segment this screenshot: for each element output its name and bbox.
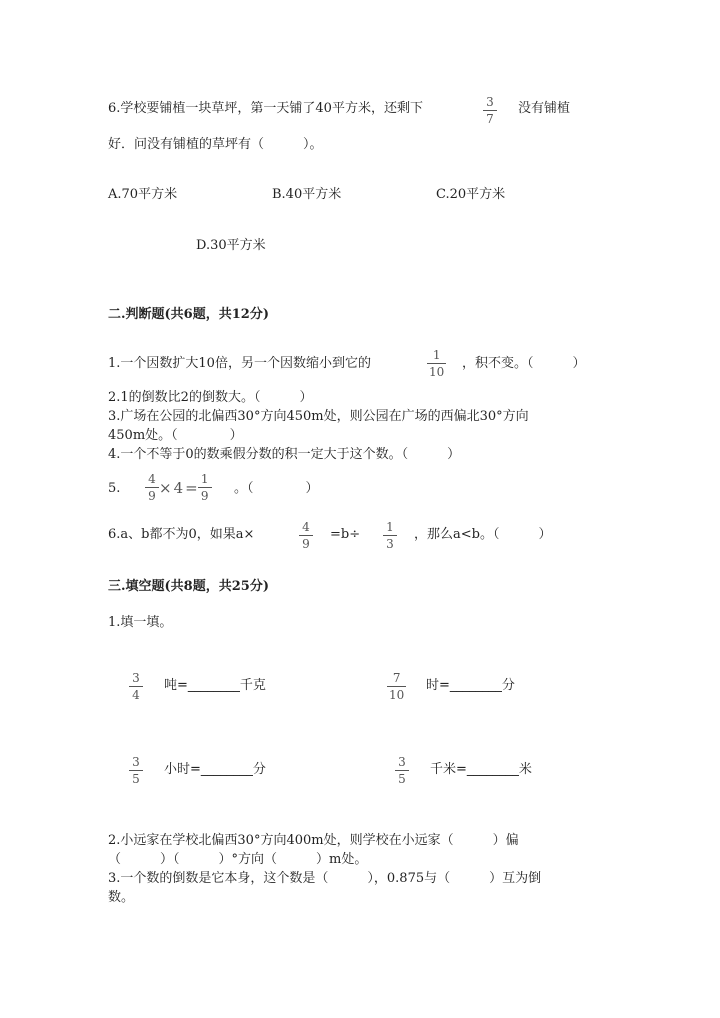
tf-q2-text: 2.1的倒数比2的倒数大。（ ） [108, 390, 313, 405]
section2-heading: 二.判断题(共6题，共12分) [108, 307, 269, 322]
fill-item-4-blank[interactable]: 千米=________米 [430, 762, 532, 777]
q6-fraction-numerator: 3 [486, 95, 494, 109]
fill-item-3-numerator: 3 [132, 755, 140, 769]
fill-item-2-numerator: 7 [392, 671, 401, 685]
fill-item-1-blank[interactable]: 吨=________千克 [164, 678, 266, 693]
fill-q3-line1: 3.一个数的倒数是它本身，这个数是（ ），0.875与（ ）互为倒 [108, 871, 542, 886]
fraction-bar [198, 487, 212, 488]
tf-q1-fraction-numerator: 1 [432, 348, 441, 362]
tf-q5-f2-denominator: 9 [200, 489, 209, 503]
fill-item-3-fraction [130, 756, 142, 785]
tf-q1-tail: ，积不变。（ ） [462, 356, 586, 371]
q6-option-c[interactable]: C.20平方米 [436, 187, 506, 202]
tf-q5-f1-denominator: 9 [148, 489, 156, 503]
tf-q1-fraction-denominator: 10 [429, 365, 445, 379]
fraction-bar [299, 535, 313, 536]
tf-q6-text: 6.a、b都不为0，如果a× [108, 527, 255, 542]
tf-q6-middle: =b÷ [330, 527, 361, 542]
tf-q6-fraction-1 [300, 521, 312, 550]
tf-q6-tail: ，那么a<b。（ ） [414, 527, 552, 542]
fraction-bar [129, 770, 143, 771]
tf-q1-text: 1.一个因数扩大10倍，另一个因数缩小到它的 [108, 356, 371, 371]
equals-sign: = [185, 478, 198, 497]
fill-item-2-denominator: 10 [389, 688, 405, 702]
fill-q3-line2: 数。 [108, 890, 135, 905]
fill-item-2-blank[interactable]: 时=________分 [426, 678, 515, 693]
times-sign: × [159, 478, 172, 497]
fill-item-3-denominator: 5 [132, 772, 140, 786]
tf-q3-line2: 450m处。（ ） [108, 428, 243, 443]
tf-q5-four: 4 [173, 478, 184, 497]
q6-line1-text: 6.学校要铺植一块草坪，第一天铺了40平方米，还剩下 [108, 101, 423, 116]
tf-q6-f1-numerator: 4 [302, 520, 310, 534]
q6-option-d[interactable]: D.30平方米 [196, 238, 266, 253]
q6-line2-text: 好．问没有铺植的草坪有（ ）。 [108, 137, 323, 152]
fill-item-1-denominator: 4 [132, 688, 140, 702]
fill-item-2-fraction [388, 672, 405, 701]
tf-q5-f2-numerator: 1 [200, 472, 209, 486]
fraction-bar [427, 363, 446, 364]
tf-q4-text: 4.一个不等于0的数乘假分数的积一定大于这个数。（ ） [108, 447, 461, 462]
tf-q5-tail: 。（ ） [234, 481, 319, 496]
tf-q5-f1-numerator: 4 [148, 472, 156, 486]
fill-q2-line2: （ ）（ ）°方向（ ）m处。 [108, 852, 368, 867]
tf-q6-f1-denominator: 9 [302, 537, 310, 551]
q6-option-b[interactable]: B.40平方米 [272, 187, 342, 202]
tf-q5-fraction-1 [146, 473, 158, 502]
q6-line1-tail: 没有铺植 [518, 101, 571, 116]
fraction-bar [483, 110, 497, 111]
fill-item-1-numerator: 3 [132, 671, 140, 685]
section3-heading: 三.填空题(共8题，共25分) [108, 579, 269, 594]
fraction-bar [129, 686, 143, 687]
tf-q3-line1: 3.广场在公园的北偏西30°方向450m处，则公园在广场的西偏北30°方向 [108, 409, 529, 424]
tf-q1-fraction [428, 349, 445, 378]
fill-q1-text: 1.填一填。 [108, 615, 173, 630]
tf-q5-equation [146, 473, 211, 502]
fill-item-4-denominator: 5 [398, 772, 406, 786]
tf-q6-fraction-2 [384, 521, 396, 550]
fraction-bar [145, 487, 159, 488]
fill-item-3-blank[interactable]: 小时=________分 [164, 762, 266, 777]
fill-q2-line1: 2.小远家在学校北偏西30°方向400m处，则学校在小远家（ ）偏 [108, 833, 519, 848]
tf-q5-label: 5. [108, 481, 121, 496]
fill-item-4-numerator: 3 [398, 755, 406, 769]
fraction-bar [387, 686, 406, 687]
q6-option-a[interactable]: A.70平方米 [108, 187, 178, 202]
q6-fraction [484, 96, 496, 125]
tf-q5-fraction-2 [199, 473, 211, 502]
tf-q6-f2-denominator: 3 [386, 537, 394, 551]
tf-q6-f2-numerator: 1 [386, 520, 394, 534]
fill-item-1-fraction [130, 672, 142, 701]
fraction-bar [395, 770, 409, 771]
fill-item-4-fraction [396, 756, 408, 785]
fraction-bar [383, 535, 397, 536]
q6-fraction-denominator: 7 [486, 112, 494, 126]
